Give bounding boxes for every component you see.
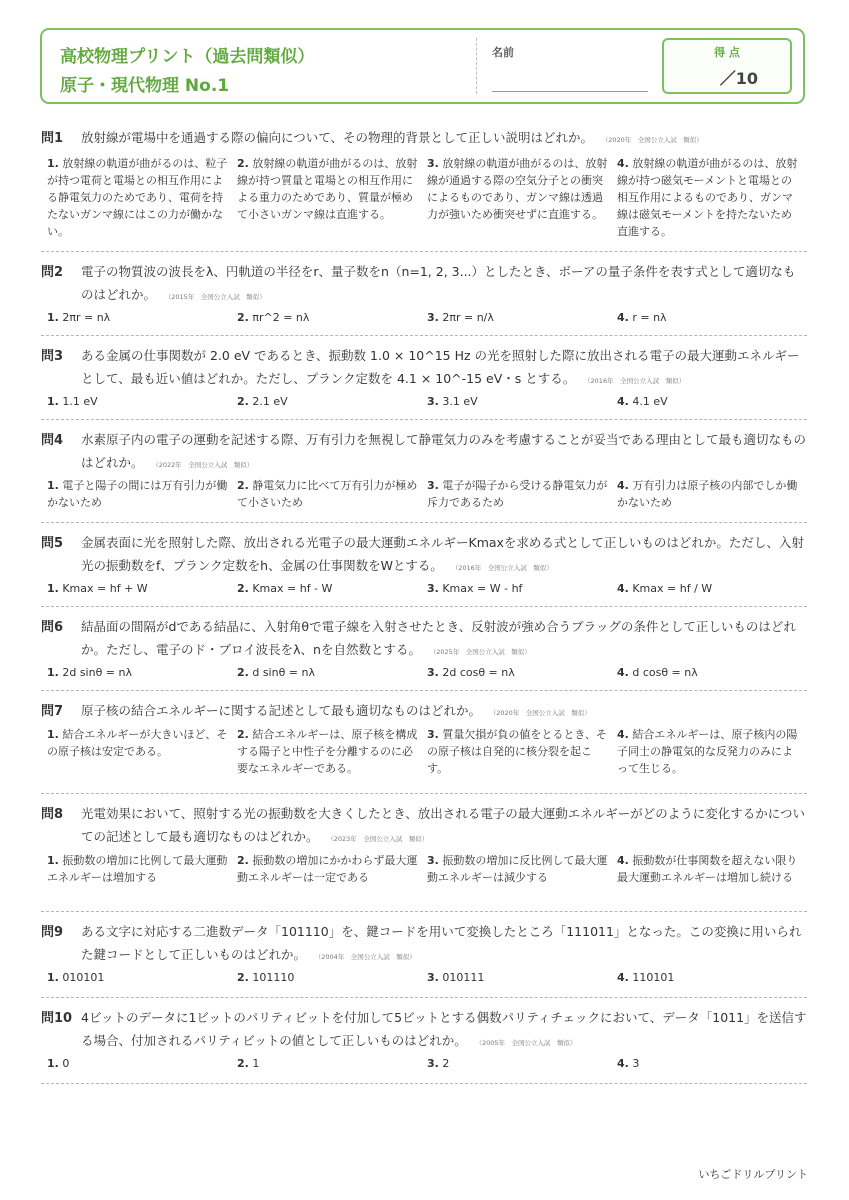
choice [617, 969, 807, 986]
choice-text: 1 [252, 1057, 260, 1070]
choice-number: 1. [47, 395, 59, 408]
choice [617, 477, 807, 511]
choice [617, 393, 807, 410]
choice-number: 1. [47, 582, 59, 595]
choice [617, 309, 807, 326]
choice-number: 1. [47, 666, 59, 679]
choice-text: Kmax = hf - W [252, 582, 333, 595]
choice-text: 放射線の軌道が曲がるのは、粒子が持つ電荷と電場との相互作用による静電気力のためであり、電荷を持たないガンマ線にはこの力が働かない。 [47, 157, 228, 238]
question-text [81, 531, 807, 580]
choice-text: r = nλ [632, 311, 667, 324]
choice-number: 1. [47, 971, 59, 984]
choice [237, 309, 427, 326]
choice [617, 1055, 807, 1072]
choice [617, 155, 807, 240]
choice-number: 1. [47, 1057, 59, 1070]
question-text [81, 920, 807, 969]
choice-number: 2. [237, 1057, 249, 1070]
choice-number: 4. [617, 666, 629, 679]
choice-text: 静電気力に比べて万有引力が極めて小さいため [237, 479, 418, 509]
choice-text: 1.1 eV [62, 395, 98, 408]
choice-text: d cosθ = nλ [632, 666, 698, 679]
choice [237, 726, 427, 777]
choice-text: 0 [62, 1057, 70, 1070]
choice-number: 2. [237, 728, 249, 741]
choice-text: 電子と陽子の間には万有引力が働かないため [47, 479, 228, 509]
choice [617, 726, 807, 777]
choice [47, 309, 237, 326]
choice [617, 852, 807, 886]
choice-number: 2. [237, 854, 249, 867]
choice-number: 2. [237, 395, 249, 408]
question-number: 問2 [41, 265, 64, 280]
question-body: 金属表面に光を照射した際、放出される光電子の最大運動エネルギーKmaxを求める式として正しいものはどれか。ただし、入射光の振動数をf、プランク定数をh、金属の仕事関数をWとする。 [81, 535, 804, 573]
source-tag: （2023年 全国公立入試 類似） [330, 835, 429, 843]
choice-text: 電子が陽子から受ける静電気力が斥力であるため [427, 479, 608, 509]
choice-text: 2πr = n/λ [442, 311, 494, 324]
choice [237, 852, 427, 886]
question-body: 光電効果において、照射する光の振動数を大きくしたとき、放出される電子の最大運動エネルギーがどのように変化するかについての記述として最も適切なものはどれか。 [81, 806, 806, 844]
choice-text: Kmax = hf / W [632, 582, 713, 595]
choice [427, 477, 617, 511]
choice-text: 振動数の増加に反比例して最大運動エネルギーは減少する [427, 854, 608, 884]
choice [47, 664, 237, 681]
choices-row [47, 726, 807, 777]
question-number: 問6 [41, 620, 64, 635]
choice-number: 4. [617, 395, 629, 408]
question-number: 問10 [41, 1011, 73, 1026]
question-number: 問8 [41, 807, 64, 822]
worksheet-title: 高校物理プリント（過去問類似） [60, 47, 315, 67]
choice [47, 852, 237, 886]
choice [47, 969, 237, 986]
choice-number: 2. [237, 971, 249, 984]
question-text [81, 1006, 807, 1055]
choice-text: 振動数が仕事関数を超えない限り最大運動エネルギーは増加し続ける [617, 854, 798, 884]
choice-text: 万有引力は原子核の内部でしか働かないため [617, 479, 798, 509]
choice-number: 3. [427, 311, 439, 324]
choice-number: 1. [47, 157, 59, 170]
choice-number: 3. [427, 728, 439, 741]
choice-number: 3. [427, 971, 439, 984]
choice [237, 969, 427, 986]
question-2 [41, 252, 807, 336]
choice-number: 3. [427, 666, 439, 679]
choice-text: 010101 [62, 971, 105, 984]
source-tag: （2015年 全国公立入試 類似） [168, 293, 266, 301]
choice-text: 結合エネルギーは、原子核内の陽子同士の静電気的な反発力のみによって生じる。 [617, 728, 798, 775]
choice-number: 1. [47, 854, 59, 867]
choice-text: 110101 [632, 971, 675, 984]
choice-number: 4. [617, 971, 629, 984]
question-body: ある文字に対応する二進数データ「101110」を、鍵コードを用いて変換したところ「111011」となった。この変換に用いられた鍵コードとして正しいものはどれか。 [81, 924, 802, 962]
choice-text: 2d cosθ = nλ [442, 666, 515, 679]
choice-number: 1. [47, 728, 59, 741]
question-body: 4ビットのデータに1ビットのパリティビットを付加して5ビットとする偶数パリティチェックにおいて、データ「1011」を送信する場合、付加されるパリティビットの値として正しいものはどれか。 [81, 1010, 807, 1048]
footer-brand: いちごドリルプリント [698, 1168, 808, 1181]
question-text [81, 344, 807, 393]
name-label: 名前 [492, 46, 514, 59]
source-tag: （2016年 全国公立入試 類似） [587, 377, 686, 385]
choices-row [47, 393, 807, 410]
choice-text: 振動数の増加にかかわらず最大運動エネルギーは一定である [237, 854, 418, 884]
choice-number: 3. [427, 395, 439, 408]
choice-number: 4. [617, 1057, 629, 1070]
choice-number: 3. [427, 1057, 439, 1070]
choice [47, 726, 237, 777]
name-field-line [492, 91, 648, 92]
choice-number: 2. [237, 157, 249, 170]
choice [47, 155, 237, 240]
question-list [41, 118, 807, 1084]
question-body: 電子の物質波の波長をλ、円軌道の半径をr、量子数をn（n=1, 2, 3...）としたとき、ボーアの量子条件を表す式として適切なものはどれか。 [81, 264, 796, 302]
source-tag: （2005年 全国公立入試 類似） [478, 1039, 577, 1047]
choice [427, 393, 617, 410]
choice-text: 結合エネルギーが大きいほど、その原子核は安定である。 [47, 728, 228, 758]
choice [237, 1055, 427, 1072]
choice-number: 1. [47, 479, 59, 492]
choice [427, 580, 617, 597]
worksheet-header [40, 28, 805, 104]
question-8 [41, 794, 807, 912]
choice-number: 4. [617, 311, 629, 324]
choice [427, 155, 617, 240]
choice [237, 477, 427, 511]
choice [237, 155, 427, 240]
choice-number: 3. [427, 157, 439, 170]
question-body: 水素原子内の電子の運動を記述する際、万有引力を無視して静電気力のみを考慮することが妥当である理由として最も適切なものはどれか。 [81, 432, 807, 470]
question-5 [41, 523, 807, 607]
choice [237, 580, 427, 597]
choice [427, 726, 617, 777]
choice-text: 101110 [252, 971, 295, 984]
question-number: 問9 [41, 925, 64, 940]
choice [617, 580, 807, 597]
choice-text: Kmax = hf + W [62, 582, 148, 595]
choice-text: 3.1 eV [442, 395, 478, 408]
choice-text: d sinθ = nλ [252, 666, 316, 679]
choice-number: 2. [237, 666, 249, 679]
question-7 [41, 691, 807, 794]
choice-number: 3. [427, 479, 439, 492]
source-tag: （2020年 全国公立入試 類似） [605, 136, 703, 144]
question-number: 問1 [41, 131, 64, 146]
score-value: ／10 [719, 69, 758, 88]
choice-number: 4. [617, 157, 629, 170]
question-text [81, 126, 807, 152]
choice [47, 393, 237, 410]
choice [427, 852, 617, 886]
choice [47, 1055, 237, 1072]
source-tag: （2020年 全国公立入試 類似） [493, 709, 591, 717]
question-text [81, 802, 807, 851]
choice-number: 2. [237, 311, 249, 324]
score-label: 得 点 [714, 46, 740, 59]
choice-number: 4. [617, 854, 629, 867]
question-number: 問5 [41, 536, 64, 551]
choice [427, 309, 617, 326]
choice-text: 010111 [442, 971, 485, 984]
choices-row [47, 852, 807, 886]
choice-text: πr^2 = nλ [252, 311, 310, 324]
choices-row [47, 155, 807, 240]
question-body: 原子核の結合エネルギーに関する記述として最も適切なものはどれか。 [81, 703, 482, 718]
choice-number: 2. [237, 479, 249, 492]
choice-number: 4. [617, 728, 629, 741]
choice-text: 4.1 eV [632, 395, 668, 408]
source-tag: （2016年 全国公立入試 類似） [454, 564, 553, 572]
choice [427, 1055, 617, 1072]
choice-text: 質量欠損が負の値をとるとき、その原子核は自発的に核分裂を起こす。 [427, 728, 607, 775]
question-text [81, 699, 807, 725]
choices-row [47, 1055, 807, 1072]
choices-row [47, 664, 807, 681]
question-9 [41, 912, 807, 998]
choice-number: 3. [427, 854, 439, 867]
question-number: 問3 [41, 349, 64, 364]
question-body: 結晶面の間隔がdである結晶に、入射角θで電子線を入射させたとき、反射波が強め合うブラッグの条件として正しいものはどれか。ただし、電子のド・ブロイ波長をλ、nを自然数とする。 [81, 619, 796, 657]
choices-row [47, 477, 807, 511]
question-text [81, 428, 807, 477]
question-number: 問4 [41, 433, 64, 448]
choice [237, 393, 427, 410]
question-3 [41, 336, 807, 420]
choice-text: 放射線の軌道が曲がるのは、放射線が持つ磁気モーメントと電場との相互作用によるものであり、ガンマ線は磁気モーメントを持たないため直進する。 [617, 157, 798, 238]
choice-text: 2 [442, 1057, 450, 1070]
choice-text: 2d sinθ = nλ [62, 666, 133, 679]
question-body: 放射線が電場中を通過する際の偏向について、その物理的背景として正しい説明はどれか。 [81, 130, 594, 145]
score-box [662, 38, 792, 94]
choice-text: 振動数の増加に比例して最大運動エネルギーは増加する [47, 854, 228, 884]
choices-row [47, 969, 807, 986]
question-4 [41, 420, 807, 523]
question-1 [41, 118, 807, 252]
choice-text: 放射線の軌道が曲がるのは、放射線が持つ質量と電場との相互作用による重力のためであり、質量が極めて小さいガンマ線は直進する。 [237, 157, 418, 221]
source-tag: （2022年 全国公立入試 類似） [155, 461, 254, 469]
question-text [81, 260, 807, 309]
choice-text: 2πr = nλ [62, 311, 111, 324]
choice-text: 放射線の軌道が曲がるのは、放射線が通過する際の空気分子との衝突によるものであり、ガンマ線は透過力が強いため衝突せずに直進する。 [427, 157, 608, 221]
question-body: ある金属の仕事関数が 2.0 eV であるとき、振動数 1.0 × 10^15 Hz の光を照射した際に放出される電子の最大運動エネルギーとして、最も近い値はどれか。ただし、プランク定数を 4.1 × 10^-15 eV・s とする。 [81, 348, 800, 386]
choice-text: 2.1 eV [252, 395, 288, 408]
choice [47, 580, 237, 597]
choice-number: 1. [47, 311, 59, 324]
source-tag: （2025年 全国公立入試 類似） [432, 648, 531, 656]
choice [427, 969, 617, 986]
worksheet-subtitle: 原子・現代物理 No.1 [60, 76, 230, 96]
question-10 [41, 998, 807, 1084]
choice [617, 664, 807, 681]
choice-number: 4. [617, 582, 629, 595]
choice [47, 477, 237, 511]
choice [427, 664, 617, 681]
choice-number: 3. [427, 582, 439, 595]
question-number: 問7 [41, 704, 64, 719]
choices-row [47, 580, 807, 597]
choice [237, 664, 427, 681]
choices-row [47, 309, 807, 326]
choice-text: 3 [632, 1057, 640, 1070]
question-text [81, 615, 807, 664]
source-tag: （2004年 全国公立入試 類似） [318, 953, 416, 961]
choice-number: 2. [237, 582, 249, 595]
question-6 [41, 607, 807, 691]
choice-text: Kmax = W - hf [442, 582, 523, 595]
choice-number: 4. [617, 479, 629, 492]
header-divider [476, 38, 477, 94]
choice-text: 結合エネルギーは、原子核を構成する陽子と中性子を分離するのに必要なエネルギーである。 [237, 728, 418, 775]
